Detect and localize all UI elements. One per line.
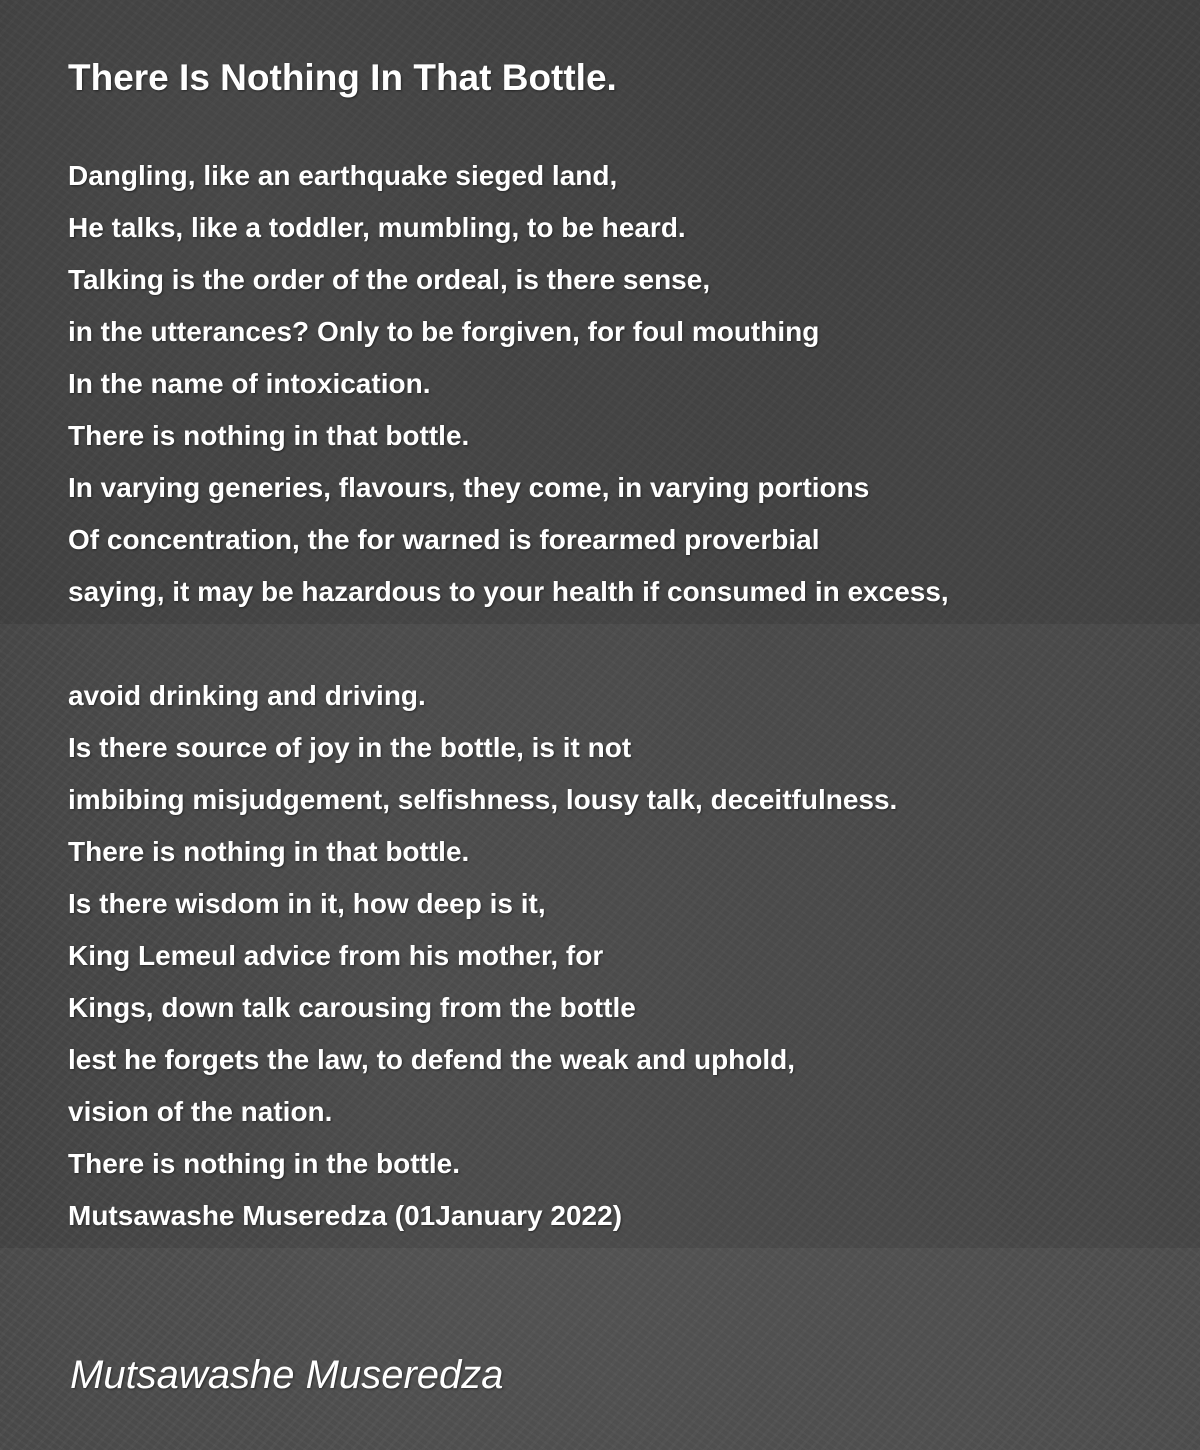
poem-body (68, 150, 949, 1242)
poem-line: King Lemeul advice from his mother, for (68, 940, 604, 971)
poem-signature-line: Mutsawashe Museredza (01January 2022) (68, 1200, 623, 1231)
poem-line: There is nothing in that bottle. (68, 420, 470, 451)
poem-line: Is there wisdom in it, how deep is it, (68, 888, 546, 919)
author-panel (0, 1248, 1200, 1450)
poem-line: Is there source of joy in the bottle, is it not (68, 732, 632, 763)
poem-stanza-break (68, 618, 949, 670)
poem-line: In varying generies, flavours, they come, in varying portions (68, 472, 870, 503)
poem-line: imbibing misjudgement, selfishness, lousy talk, deceitfulness. (68, 784, 898, 815)
poem-line: Dangling, like an earthquake sieged land, (68, 160, 618, 191)
poem-line: Kings, down talk carousing from the bottle (68, 992, 636, 1023)
poem-line: There is nothing in that bottle. (68, 836, 470, 867)
poem-line: There is nothing in the bottle. (68, 1148, 460, 1179)
poem-line: In the name of intoxication. (68, 368, 431, 399)
author-name: Mutsawashe Museredza (70, 1353, 504, 1397)
poem-line: avoid drinking and driving. (68, 680, 426, 711)
poem-line: He talks, like a toddler, mumbling, to be heard. (68, 212, 686, 243)
poem-line: in the utterances? Only to be forgiven, for foul mouthing (68, 316, 820, 347)
poem-title: There Is Nothing In That Bottle. (68, 57, 617, 98)
poem-line: Talking is the order of the ordeal, is there sense, (68, 264, 711, 295)
poem-line: Of concentration, the for warned is forearmed proverbial (68, 524, 820, 555)
poem-line: vision of the nation. (68, 1096, 333, 1127)
poem-line: saying, it may be hazardous to your health if consumed in excess, (68, 576, 949, 607)
poem-line: lest he forgets the law, to defend the weak and uphold, (68, 1044, 796, 1075)
